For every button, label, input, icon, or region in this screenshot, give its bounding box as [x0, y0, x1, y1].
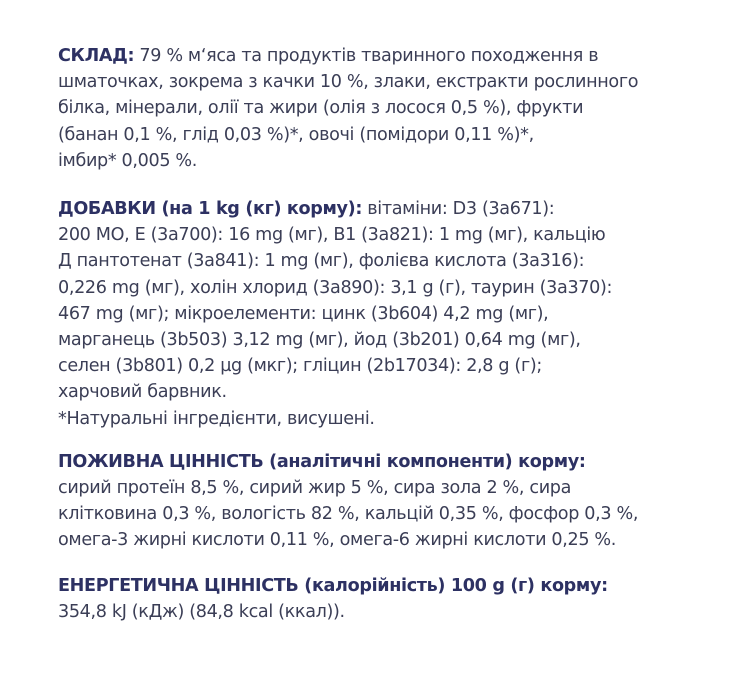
- additives-line-6: марганець (3b503) 3,12 mg (мг), йод (3b201) 0,64 mg (мг),: [58, 330, 581, 351]
- additives-line-2: 200 МО, E (3a700): 16 mg (мг), B1 (3a821): 1 mg (мг), кальцію: [58, 225, 606, 246]
- composition-heading: СКЛАД:: [58, 46, 135, 66]
- nutritional-value-line-2: клітковина 0,3 %, вологість 82 %, кальцій 0,35 %, фосфор 0,3 %,: [58, 504, 639, 525]
- composition-line-5: імбир* 0,005 %.: [58, 150, 198, 171]
- additives-line-3: Д пантотенат (3a841): 1 mg (мг), фолієва кислота (3a316):: [58, 251, 585, 272]
- nutritional-value-line-3: омега-3 жирні кислоти 0,11 %, омега-6 жирні кислоти 0,25 %.: [58, 530, 617, 551]
- composition-line-4: (банан 0,1 %, глід 0,03 %)*, овочі (помідори 0,11 %)*,: [58, 124, 534, 145]
- additives-line-5: 467 mg (мг); мікроелементи: цинк (3b604) 4,2 mg (мг),: [58, 303, 549, 324]
- additives-footnote: *Натуральні інгредієнти, висушені.: [58, 408, 375, 429]
- additives-line-4: 0,226 mg (мг), холін хлорид (3a890): 3,1 g (г), таурин (3a370):: [58, 277, 613, 298]
- additives-heading: ДОБАВКИ (на 1 kg (кг) корму):: [58, 199, 363, 220]
- energy-value-section: [58, 573, 658, 625]
- composition-text: 79 % м‘яса та продуктів тваринного походження в: [134, 46, 599, 66]
- additives-line-8: харчовий барвник.: [58, 382, 227, 403]
- energy-value-line-1: 354,8 kJ (кДж) (84,8 kcal (ккал)).: [58, 601, 345, 622]
- nutritional-value-line-1: сирий протеїн 8,5 %, сирий жир 5 %, сира зола 2 %, сира: [58, 478, 572, 499]
- composition-section: [58, 43, 658, 174]
- nutritional-value-heading: ПОЖИВНА ЦІННІСТЬ (аналітичні компоненти) корму:: [58, 451, 586, 472]
- additives-line-7: селен (3b801) 0,2 µg (мкг); гліцин (2b17034): 2,8 g (г);: [58, 356, 542, 377]
- composition-line-2: шматочках, зокрема з качки 10 %, злаки, екстракти рослинного: [58, 72, 639, 93]
- energy-value-heading: ЕНЕРГЕТИЧНА ЦІННІСТЬ (калорійність) 100 g (г) корму:: [58, 575, 608, 596]
- composition-line-3: білка, мінерали, олії та жири (олія з лосося 0,5 %), фрукти: [58, 98, 584, 119]
- additives-line-1: [58, 196, 658, 222]
- nutritional-value-section: [58, 449, 658, 554]
- ingredients-document: [58, 43, 658, 647]
- additives-text: вітаміни: D3 (3a671):: [362, 199, 555, 220]
- additives-section: [58, 196, 658, 432]
- composition-line-1: [58, 43, 658, 69]
